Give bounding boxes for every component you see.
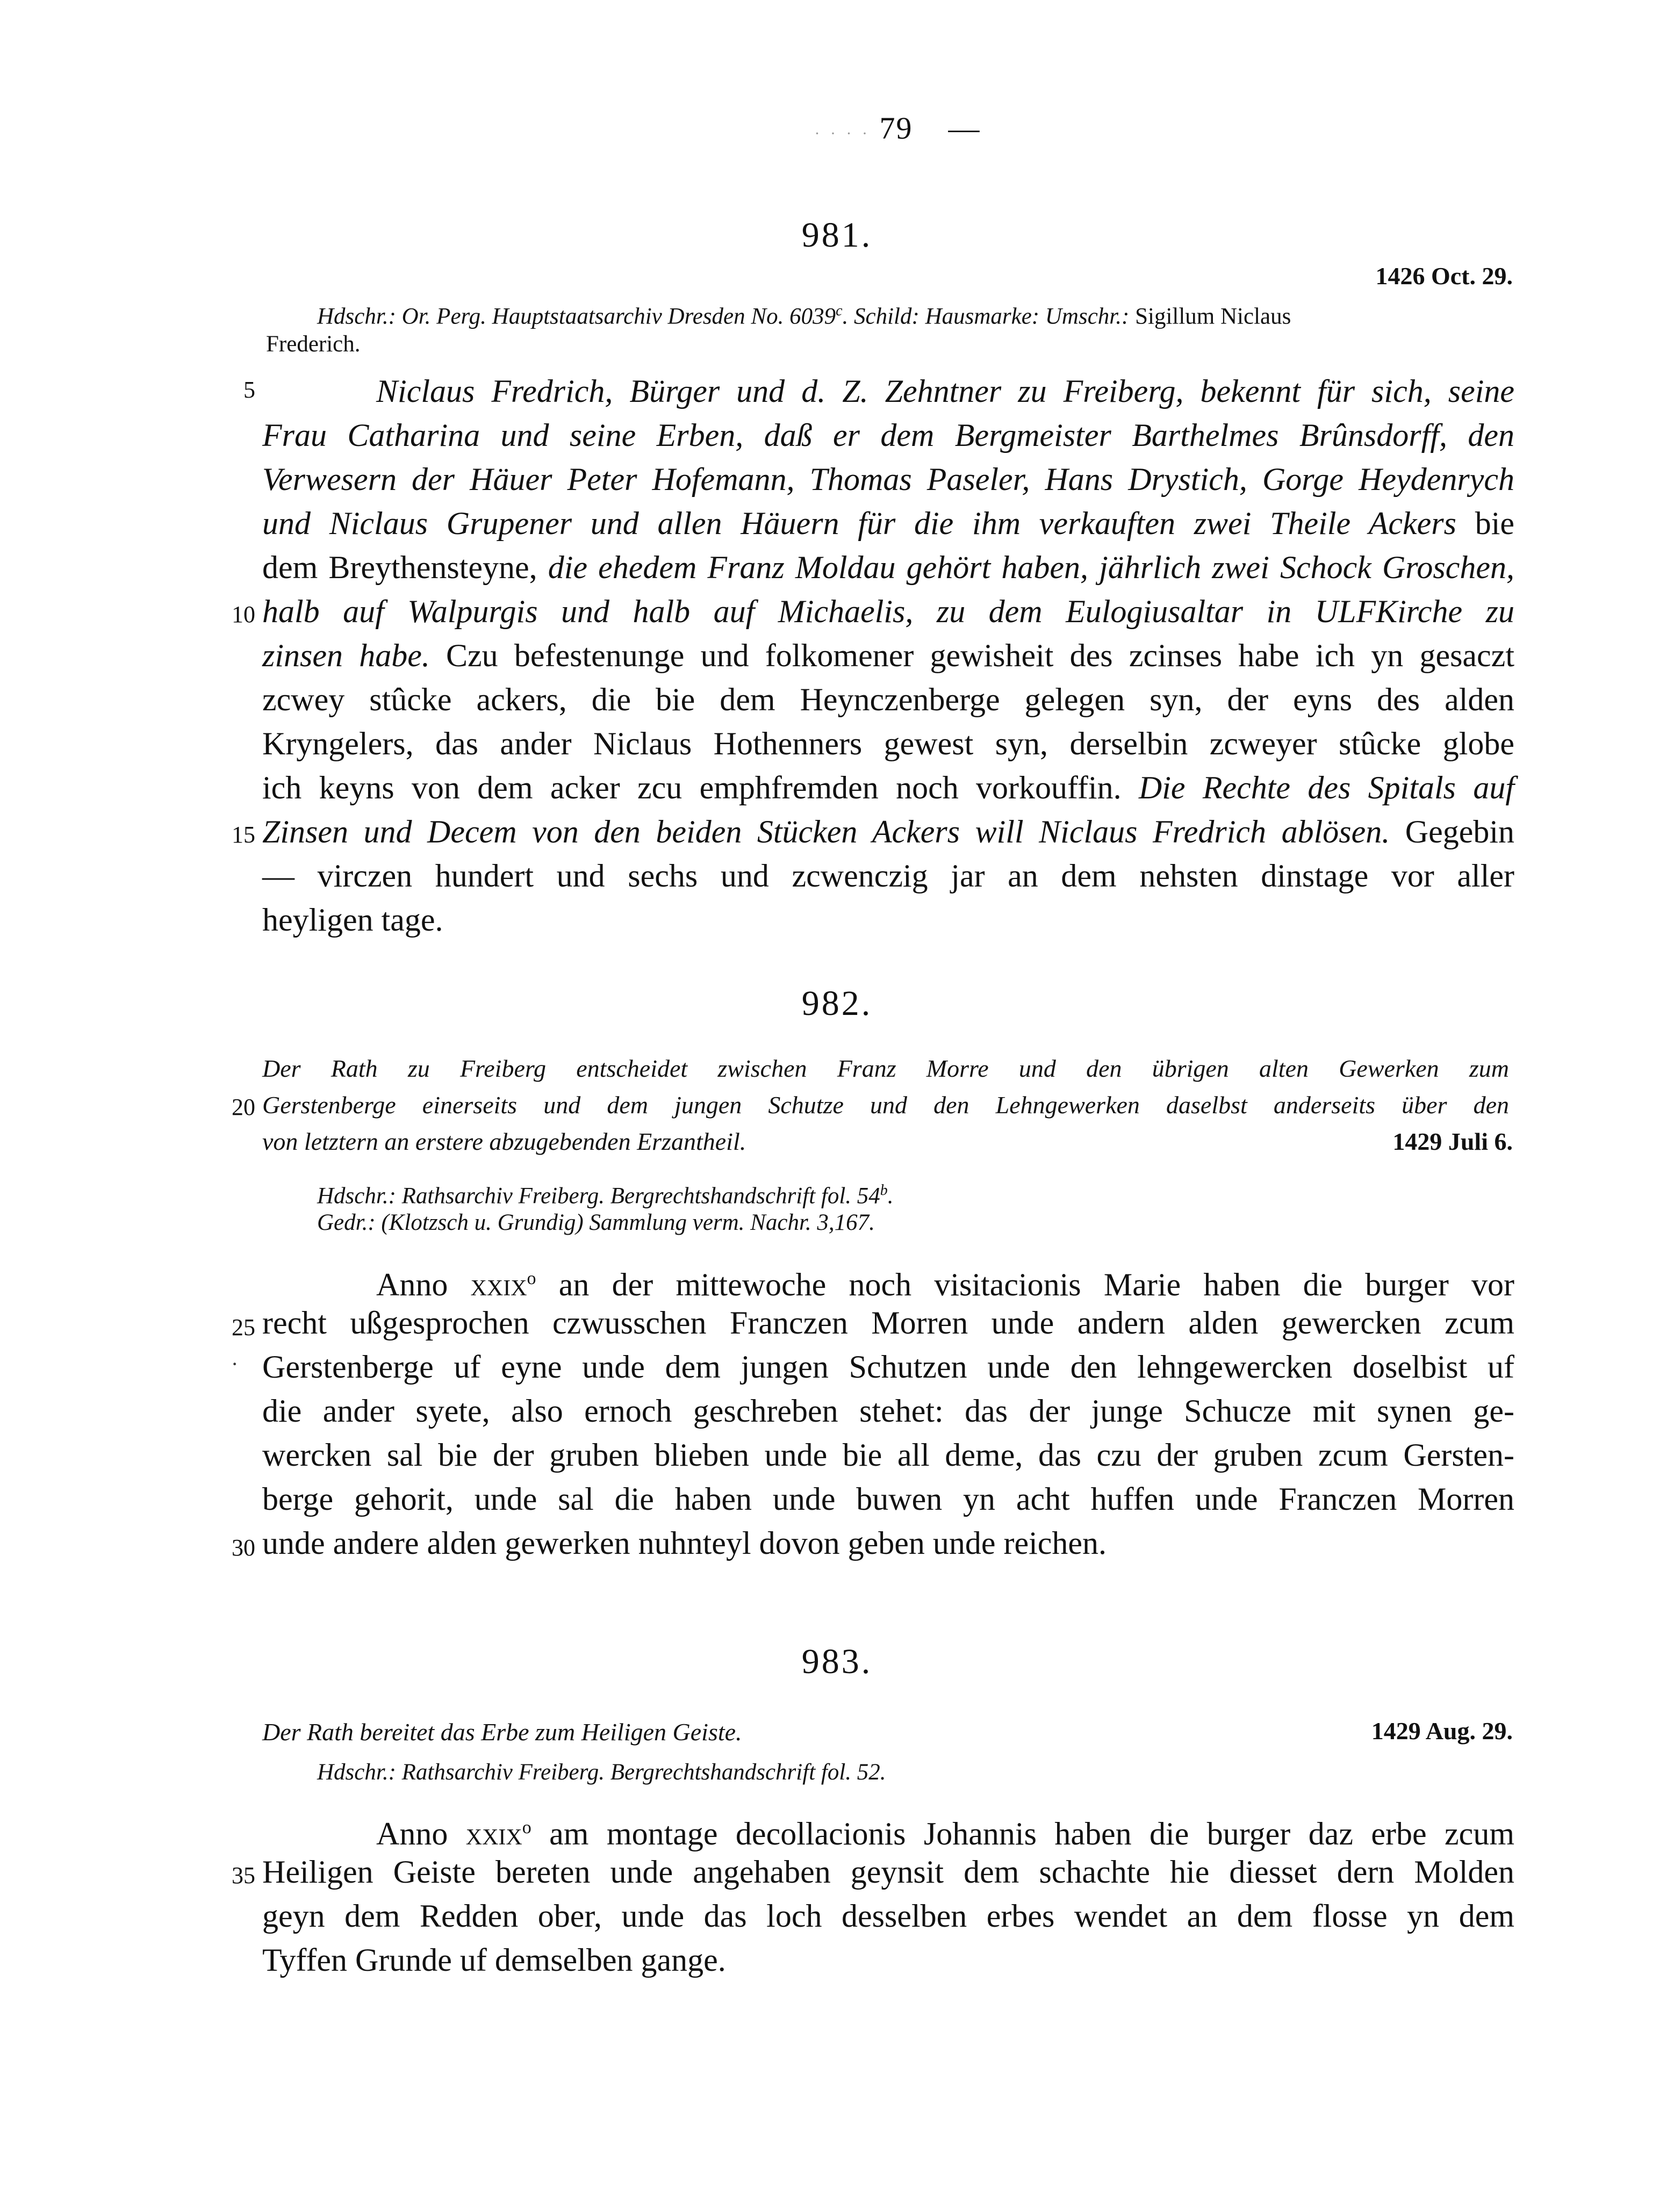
body-983-line-4: Tyffen Grunde uf demselben gange.: [262, 1942, 726, 1978]
regest-983-line-1: Der Rath bereitet das Erbe zum Heiligen Geiste.: [262, 1718, 742, 1746]
entry-date-981: 1426 Oct. 29.: [1375, 262, 1513, 290]
page-number: [795, 110, 1000, 146]
body-981-line-6: halb auf Walpurgis und halb auf Michaelis, zu dem Eulogiusaltar in ULFKirche zu: [262, 594, 1514, 629]
entry-number-981: 981.: [801, 215, 873, 255]
body-981-line-11: Zinsen und Decem von den beiden Stücken Ackers will Niclaus Fredrich ablösen. Gegebin: [262, 814, 1514, 849]
entry-date-983: 1429 Aug. 29.: [1371, 1717, 1513, 1745]
line-number-25: 25: [232, 1314, 255, 1341]
regest-982-line-1: Der Rath zu Freiberg entscheidet zwischen Franz Morre und den übrigen alten Gewerken zum: [262, 1055, 1509, 1082]
body-981-line-1: Niclaus Fredrich, Bürger und d. Z. Zehntner zu Freiberg, bekennt für sich, seine: [376, 373, 1514, 409]
body-981-line-8: zcwey stûcke ackers, die bie dem Heynczenberge gelegen syn, der eyns des alden: [262, 682, 1514, 717]
body-981-line-5: dem Breythensteyne, die ehedem Franz Moldau gehört haben, jährlich zwei Schock Groschen,: [262, 550, 1515, 585]
regest-982-line-3: von letztern an erstere abzugebenden Erzantheil.: [262, 1128, 746, 1155]
line-number-15: 15: [232, 822, 255, 848]
body-981-line-10: ich keyns von dem acker zcu emphfremden noch vorkouffin. Die Rechte des Spitals auf: [262, 770, 1514, 805]
line-number-10: 10: [232, 601, 255, 628]
regest-982-line-2: Gerstenberge einerseits und dem jungen Schutze und den Lehngewerken daselbst anderseits über den: [262, 1091, 1509, 1119]
source-note-982-line-1: Hdschr.: Rathsarchiv Freiberg. Bergrechtshandschrift fol. 54$^b$.: [317, 1182, 894, 1209]
body-981-line-2: Frau Catharina und seine Erben, daß er dem Bergmeister Barthelmes Brûnsdorff, den: [262, 417, 1514, 453]
body-981-line-12: — virczen hundert und sechs und zcwenczig jar an dem nehsten dinstage vor aller: [262, 858, 1514, 894]
body-982-line-5: wercken sal bie der gruben blieben unde bie all deme, das czu der gruben zcum Gersten-: [262, 1437, 1514, 1473]
body-982-line-7: unde andere alden gewerken nuhnteyl dovon geben unde reichen.: [262, 1525, 1107, 1561]
source-note-982-line-2: Gedr.: (Klotzsch u. Grundig) Sammlung verm. Nachr. 3,167.: [317, 1210, 875, 1235]
source-note-981-line-1: Hdschr.: Or. Perg. Hauptstaatsarchiv Dresden No. 6039$^c$. Schild: Hausmarke: Umschr.: Sigillum Niclaus: [317, 302, 1291, 329]
body-982-line-4: die ander syete, also ernoch geschreben stehet: das der junge Schucze mit synen ge-: [262, 1393, 1514, 1429]
body-981-line-4: und Niclaus Grupener und allen Häuern für die ihm verkauften zwei Theile Ackers bie: [262, 506, 1514, 541]
body-983-line-1: Anno xxix$^o$ am montage decollacionis Johannis haben die burger daz erbe zcum: [376, 1816, 1514, 1851]
entry-number-982: 982.: [801, 984, 873, 1023]
source-note-983-line-1: Hdschr.: Rathsarchiv Freiberg. Bergrechtshandschrift fol. 52.: [317, 1760, 886, 1785]
body-981-line-9: Kryngelers, das ander Niclaus Hothenners gewest syn, derselbin zcweyer stûcke globe: [262, 726, 1514, 761]
entry-number-983: 983.: [801, 1642, 873, 1681]
body-982-line-3: Gerstenberge uf eyne unde dem jungen Schutzen unde den lehngewercken doselbist uf: [262, 1349, 1514, 1385]
body-981-line-7: zinsen habe. Czu befestenunge und folkomener gewisheit des zcinses habe ich yn gesaczt: [262, 638, 1514, 673]
page-number-dash: —: [921, 111, 981, 146]
entry-date-982: 1429 Juli 6.: [1392, 1128, 1513, 1155]
body-983-line-2: Heiligen Geiste bereten unde angehaben geynsit dem schachte hie diesset dern Molden: [262, 1854, 1514, 1890]
body-981-line-13: heyligen tage.: [262, 902, 443, 938]
body-981-line-3: Verwesern der Häuer Peter Hofemann, Thomas Paseler, Hans Drystich, Gorge Heydenrych: [262, 462, 1514, 497]
page-number-leader: · · · ·: [814, 125, 871, 142]
line-number-35: 35: [232, 1862, 255, 1889]
page-number-value: 79: [879, 111, 913, 146]
body-982-line-6: berge gehorit, unde sal die haben unde buwen yn acht huffen unde Franczen Morren: [262, 1481, 1514, 1517]
line-number-5: 5: [243, 377, 255, 403]
body-982-line-2: recht ußgesprochen czwusschen Franczen Morren unde andern alden gewercken zcum: [262, 1305, 1514, 1341]
line-number-30: 30: [232, 1534, 255, 1561]
source-note-981-line-2: Frederich.: [266, 332, 361, 357]
body-983-line-3: geyn dem Redden ober, unde das loch desselben erbes wendet an dem flosse yn dem: [262, 1898, 1514, 1934]
margin-dot: ·: [231, 1352, 239, 1376]
body-982-line-1: Anno xxix$^o$ an der mittewoche noch visitacionis Marie haben die burger vor: [376, 1267, 1514, 1302]
line-number-20: 20: [232, 1094, 255, 1120]
